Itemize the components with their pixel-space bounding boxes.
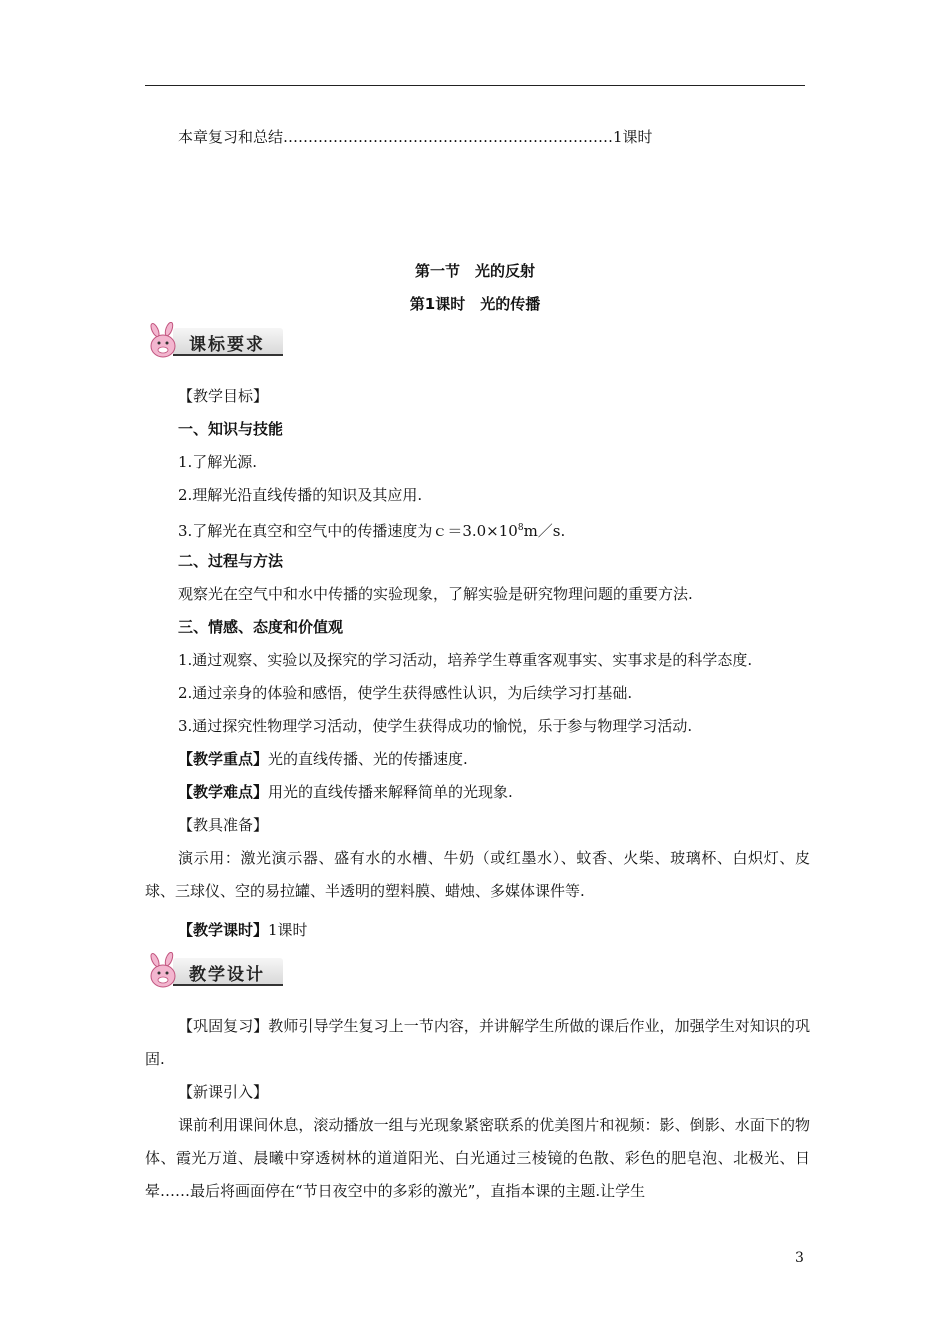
knowledge-heading: 一、知识与技能 <box>178 420 284 438</box>
difficulty: 【教学难点】用光的直线传播来解释简单的光现象. <box>178 783 513 801</box>
toc-value: 1课时 <box>613 128 653 146</box>
emotion-heading: 三、情感、态度和价值观 <box>178 618 344 636</box>
tools-heading: 【教具准备】 <box>178 816 269 834</box>
banner-teaching-design <box>143 952 288 992</box>
banner-tag <box>173 328 283 356</box>
section-title: 第一节 光的反射 <box>414 262 535 280</box>
header-rule <box>145 85 805 86</box>
knowledge-item-2: 2.理解光沿直线传播的知识及其应用. <box>178 486 423 504</box>
toc-entry <box>178 126 653 147</box>
new-lesson-text: 课前利用课间休息，滚动播放一组与光现象紧密联系的优美图片和视频：影、倒影、水面下的物体、霞光万道、晨曦中穿透树林的道道阳光、白光通过三棱镜的色散、彩色的肥皂泡、北极光、日晕……最后将画面停在“节日夜空中的多彩的激光”，直指本课的主题.让学生 <box>145 1116 810 1200</box>
mascot-icon <box>143 952 183 992</box>
toc-dots: ………………………………………………………… <box>283 128 614 146</box>
knowledge-item-1: 1.了解光源. <box>178 453 258 471</box>
page-number: 3 <box>795 1250 804 1266</box>
review: 【巩固复习】教师引导学生复习上一节内容，并讲解学生所做的课后作业，加强学生对知识的巩固. <box>145 1017 810 1068</box>
speed-exponent: 8 <box>517 523 524 533</box>
lesson-title: 第1课时 光的传播 <box>409 295 541 313</box>
emotion-item-3: 3.通过探究性物理学习活动，使学生获得成功的愉悦，乐于参与物理学习活动. <box>178 717 693 735</box>
mascot-icon <box>143 322 183 362</box>
knowledge-item-3: 3.了解光在真空和空气中的传播速度为$c=3.0\times 10^8m/s$. <box>178 522 566 540</box>
emotion-item-2: 2.通过亲身的体验和感悟，使学生获得感性认识，为后续学习打基础. <box>178 684 633 702</box>
hours: 【教学课时】1课时 <box>178 921 308 939</box>
tools-text: 演示用：激光演示器、盛有水的水槽、牛奶（或红墨水）、蚊香、火柴、玻璃杯、白炽灯、皮球、三球仪、空的易拉罐、半透明的塑料膜、蜡烛、多媒体课件等. <box>145 849 810 900</box>
toc-label: 本章复习和总结 <box>178 128 284 146</box>
banner-label: 课标要求 <box>189 335 265 355</box>
process-heading: 二、过程与方法 <box>178 552 284 570</box>
banner-label: 教学设计 <box>189 965 265 985</box>
objectives-heading: 【教学目标】 <box>178 387 269 405</box>
process-text: 观察光在空气中和水中传播的实验现象，了解实验是研究物理问题的重要方法. <box>178 585 693 603</box>
new-lesson-heading: 【新课引入】 <box>178 1083 269 1101</box>
key-point: 【教学重点】光的直线传播、光的传播速度. <box>178 750 468 768</box>
banner-tag <box>173 958 283 986</box>
emotion-item-1: 1.通过观察、实验以及探究的学习活动，培养学生尊重客观事实、实事求是的科学态度. <box>178 651 753 669</box>
banner-curriculum-requirements <box>143 322 288 362</box>
